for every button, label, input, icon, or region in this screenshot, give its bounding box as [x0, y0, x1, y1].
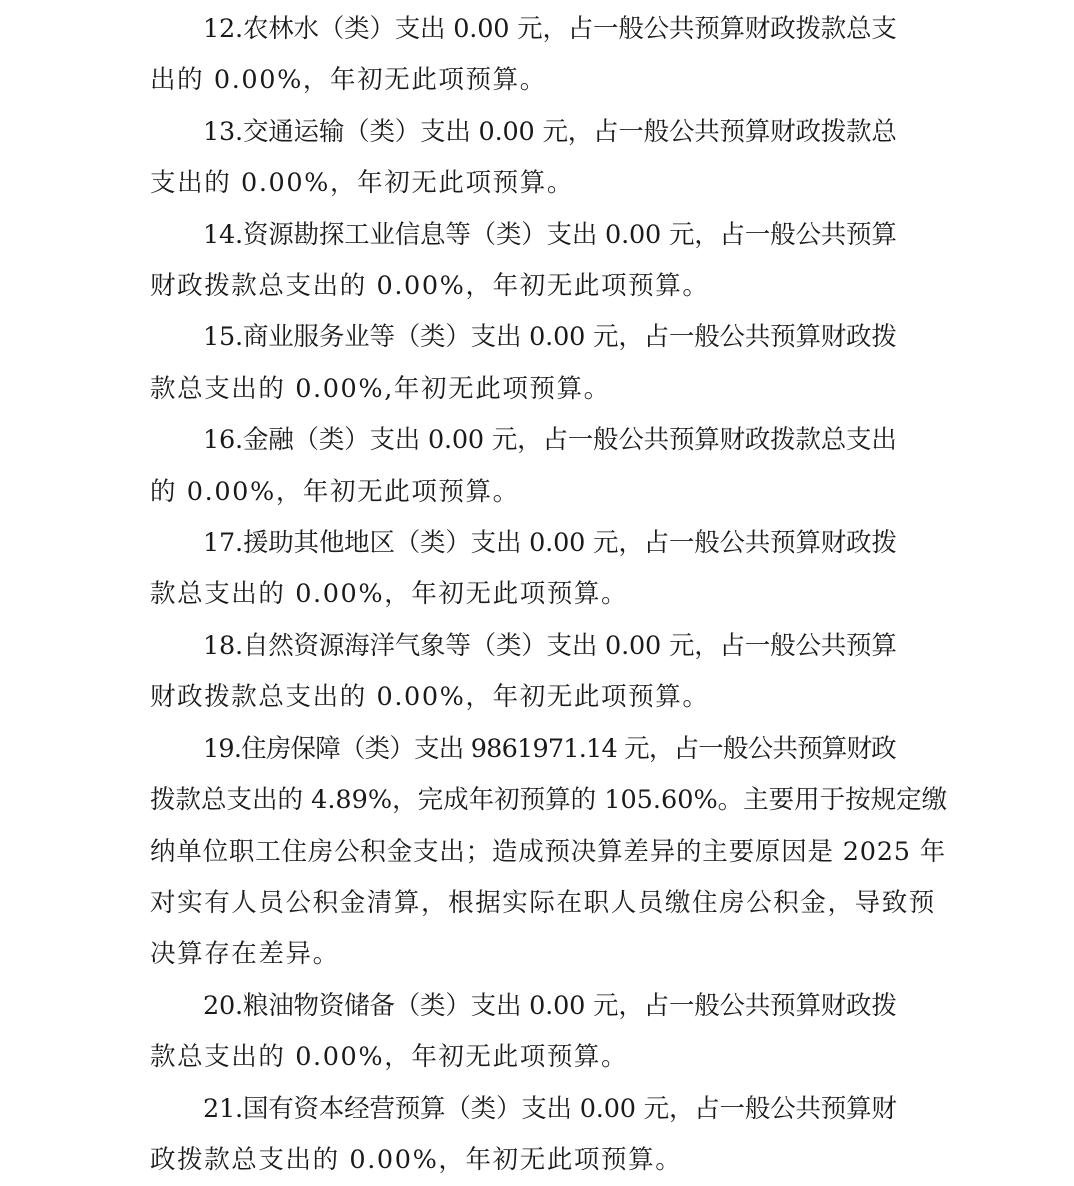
- paragraph: [150, 724, 950, 981]
- paragraph-first-line: 16.金融（类）支出 0.00 元，占一般公共预算财政拨款总支出: [203, 425, 897, 456]
- paragraph-first-line: 17.援助其他地区（类）支出 0.00 元，占一般公共预算财政拨: [203, 528, 897, 559]
- paragraph-first-line: 12.农林水（类）支出 0.00 元，占一般公共预算财政拨款总支: [203, 14, 897, 44]
- paragraph: [150, 1084, 950, 1186]
- paragraph-first-line: 20.粮油物资储备（类）支出 0.00 元，占一般公共预算财政拨: [203, 990, 897, 1021]
- paragraph-line: 政拨款总支出的 0.00%，年初无此项预算。: [150, 1144, 683, 1175]
- paragraph-line: 拨款总支出的 4.89%，完成年初预算的 105.60%。主要用于按规定缴: [150, 785, 948, 816]
- paragraph: [150, 107, 950, 210]
- paragraph-line: 纳单位职工住房公积金支出；造成预决算差异的主要原因是 2025 年: [150, 836, 947, 867]
- paragraph-line: 支出的 0.00%，年初无此项预算。: [150, 168, 574, 199]
- paragraph-first-line: 19.住房保障（类）支出 9861971.14 元，占一般公共预算财政: [203, 733, 896, 764]
- paragraph: [150, 4, 950, 107]
- paragraph-line: 决算存在差异。: [150, 939, 340, 970]
- paragraph-line: 财政拨款总支出的 0.00%，年初无此项预算。: [150, 271, 710, 302]
- paragraph-first-line: 21.国有资本经营预算（类）支出 0.00 元，占一般公共预算财: [203, 1093, 897, 1124]
- paragraph: [150, 981, 950, 1084]
- paragraph-line: 款总支出的 0.00%，年初无此项预算。: [150, 579, 629, 610]
- paragraph-line: 出的 0.00%，年初无此项预算。: [150, 65, 547, 96]
- paragraph: [150, 415, 950, 518]
- paragraph-line: 对实有人员公积金清算，根据实际在职人员缴住房公积金，导致预: [150, 887, 936, 918]
- paragraph: [150, 518, 950, 621]
- paragraph-first-line: 13.交通运输（类）支出 0.00 元，占一般公共预算财政拨款总: [203, 116, 897, 147]
- paragraph-line: 款总支出的 0.00%,年初无此项预算。: [150, 373, 611, 404]
- paragraph-first-line: 15.商业服务业等（类）支出 0.00 元，占一般公共预算财政拨: [203, 322, 897, 353]
- paragraph: [150, 210, 950, 313]
- paragraph-first-line: 14.资源勘探工业信息等（类）支出 0.00 元，占一般公共预算: [203, 219, 897, 250]
- paragraph-line: 财政拨款总支出的 0.00%，年初无此项预算。: [150, 682, 710, 713]
- paragraph: [150, 312, 950, 415]
- paragraph: [150, 621, 950, 724]
- paragraph-line: 的 0.00%，年初无此项预算。: [150, 476, 520, 507]
- paragraph-line: 款总支出的 0.00%，年初无此项预算。: [150, 1042, 629, 1073]
- paragraph-first-line: 18.自然资源海洋气象等（类）支出 0.00 元，占一般公共预算: [203, 630, 897, 661]
- document-body: [150, 4, 950, 1186]
